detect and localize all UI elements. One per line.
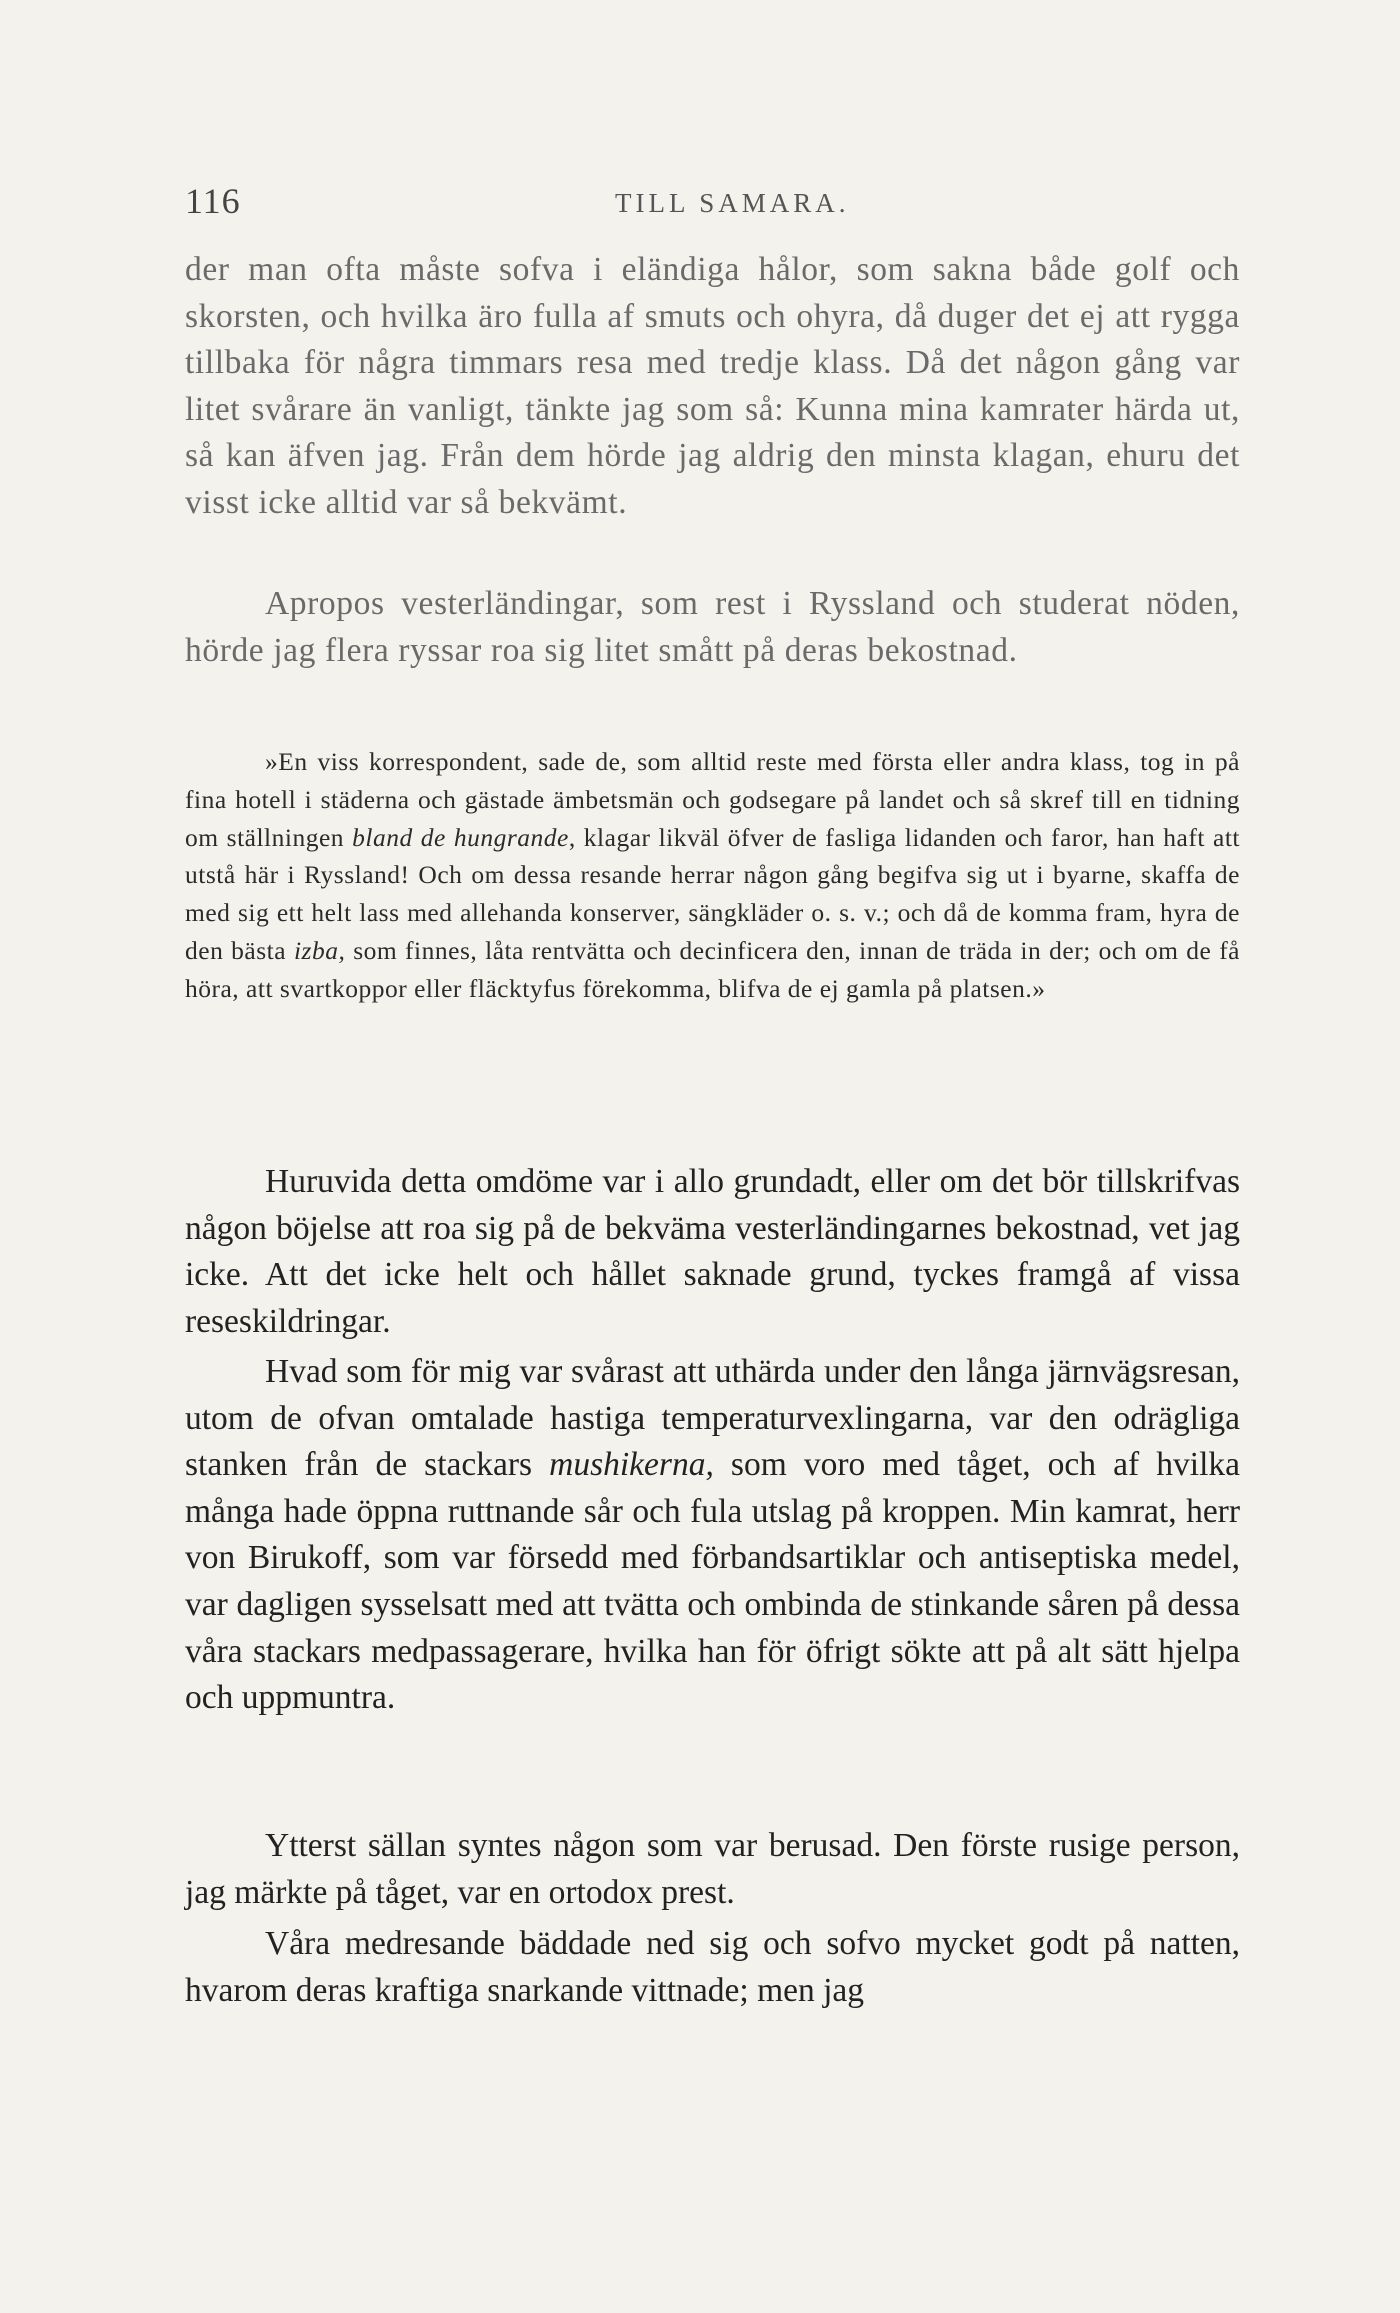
paragraph-3: Huruvida detta omdöme var i allo grundadt, eller om det bör tillskrifvas någon böjelse att roa sig på de bekväma vesterländingarnes bekostnad, vet jag icke. Att det icke helt och hållet saknade grund, tyckes framgå af vissa reseskildringar. [185,1163,1240,1340]
paragraph-3-block [185,1159,1240,1345]
quote-italic-1: bland de hungrande [352,822,569,852]
paragraph-5: Ytterst sällan syntes någon som var berusad. Den förste rusige person, jag märkte på tåget, var en ortodox prest. [185,1827,1240,1911]
quote-text-2: , klagar likväl öfver de fasliga lidanden och faror, han haft att utstå här i Ryssland! Och om dessa resande herrar någon gång begifva sig ut i byarne, skaffa de med sig ett helt lass med allehanda konserver, sängkläder o. s. v.; och då de komma fram, hyra de den bästa [185,822,1240,965]
paragraph-4-text-1: Hvad som för mig var svårast att uthärda under den långa järnvägsresan, utom de ofvan omtalade hastiga temperaturvexlingarna, var den odrägliga stanken från de stackars [185,1353,1240,1484]
page-number: 116 [185,181,241,221]
paragraph-2-block [185,581,1240,674]
paragraph-5-block [185,1823,1240,1916]
paragraph-4-text-2: som voro med tåget, och af hvilka många hade öppna ruttnande sår och fula utslag på kroppen. Min kamrat, herr von Birukoff, som var försedd med förbandsartiklar och antiseptiska medel, var dagligen sysselsatt med att tvätta och ombinda de stinkande såren på dessa våra stackars medpassagerare, hvilka han för öfrigt sökte att på alt sätt hjelpa och uppmuntra. [185,1446,1240,1717]
quoted-passage [185,743,1240,1008]
paragraph-1-block [185,247,1240,527]
quote-italic-2: izba, [293,935,346,965]
quote-text-1: »En viss korrespondent, sade de, som alltid reste med första eller andra klass, tog in på fina hotell i städerna och gästade ämbetsmän och godsegare på landet och så skref till en tidning om ställningen [185,747,1240,852]
paragraph-4-block [185,1349,1240,1722]
paragraph-6: Våra medresande bäddade ned sig och sofvo mycket godt på natten, hvarom deras kraftiga snarkande vittnade; men jag [185,1925,1240,2009]
paragraph-2: Apropos vesterländingar, som rest i Ryssland och studerat nöden, hörde jag flera ryssar roa sig litet smått på deras bekostnad. [185,585,1240,669]
paragraph-1: der man ofta måste sofva i eländiga hålor, som sakna både golf och skorsten, och hvilka äro fulla af smuts och ohyra, då duger det ej att rygga tillbaka för några timmars resa med tredje klass. Då det någon gång var litet svårare än vanligt, tänkte jag som så: Kunna mina kamrater härda ut, så kan äfven jag. Från dem hörde jag aldrig den minsta klagan, ehuru det visst icke alltid var så bekvämt. [185,251,1240,521]
paragraph-4-italic: mushikerna, [549,1446,714,1484]
quote-text-3: som finnes, låta rentvätta och decinficera den, innan de träda in der; och om de få höra, att svartkoppor eller fläcktyfus förekomma, blifva de ej gamla på platsen.» [185,935,1240,1003]
running-title: TILL SAMARA. [615,188,850,218]
page-header [185,180,1240,230]
paragraph-4 [185,1349,1240,1722]
quote-block [185,743,1240,1008]
paragraph-6-block [185,1921,1240,2014]
